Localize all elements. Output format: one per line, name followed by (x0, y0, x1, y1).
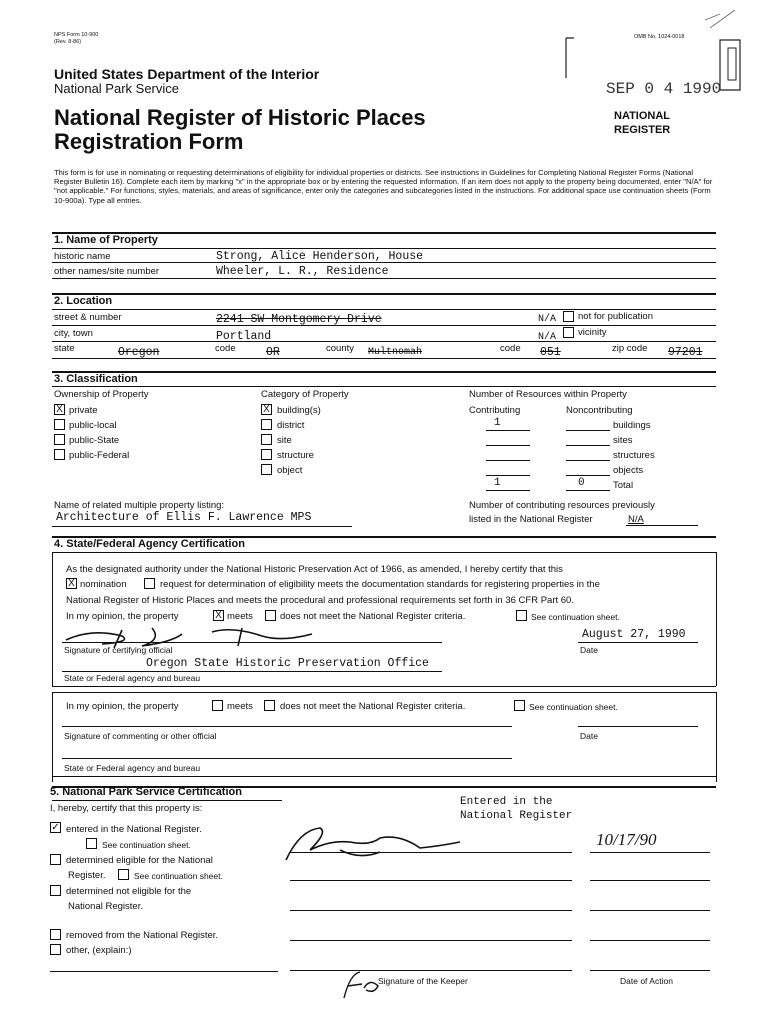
rule (290, 880, 572, 881)
rule (52, 800, 282, 801)
determined-not-eligible-checkbox[interactable] (50, 885, 61, 896)
vicinity-checkbox[interactable] (563, 327, 574, 338)
noncontributing-line (566, 445, 610, 446)
rule (290, 910, 572, 911)
county-value[interactable]: Multnomah (368, 347, 423, 358)
rule (52, 526, 352, 527)
ownership-checkbox-public-local[interactable] (54, 419, 65, 430)
rule (52, 386, 716, 387)
rule (290, 970, 572, 971)
eligible-continuation-label: See continuation sheet. (134, 871, 223, 881)
cert-text-2: request for determination of eligibility meets the documentation standards for registering properties in the (160, 579, 600, 590)
keeper-signature (280, 820, 480, 870)
noncontributing-line (566, 460, 610, 461)
received-stamp-frame (0, 0, 770, 120)
county-code-value[interactable]: 051 (540, 346, 561, 359)
other-label: other, (explain:) (66, 945, 132, 956)
service-name: National Park Service (54, 81, 179, 96)
category-label: object (277, 465, 303, 476)
rule (62, 726, 512, 727)
noncontributing-line (566, 490, 610, 491)
street-value[interactable]: 2241 SW Montgomery Drive (216, 313, 382, 326)
continuation-label: See continuation sheet. (531, 612, 620, 622)
rule (52, 262, 716, 263)
rule (578, 726, 698, 727)
stamp-national: NATIONAL (614, 110, 671, 122)
rule (52, 325, 716, 326)
category-checkbox-buildings[interactable]: X (261, 404, 272, 415)
meets2-label: meets (227, 701, 253, 712)
category-label: building(s) (277, 405, 321, 416)
rule (716, 692, 717, 782)
not-for-pub-na: N/A (538, 314, 557, 325)
noncontributing-line (566, 430, 610, 431)
cert-date-value[interactable]: August 27, 1990 (582, 628, 686, 641)
other-names-label: other names/site number (54, 266, 160, 277)
action-date-handwritten[interactable]: 10/17/90 (596, 830, 657, 849)
cert-agency-label: State or Federal agency and bureau (64, 673, 201, 683)
rule (590, 852, 710, 853)
form-revision: (Rev. 8-86) (54, 39, 82, 45)
zip-label: zip code (612, 343, 648, 354)
rule (62, 671, 442, 672)
omb-number: OMB No. 1024-0018 (634, 34, 685, 40)
page-title: National Register of Historic Places (54, 105, 426, 130)
rule (62, 642, 442, 643)
ownership-label: public-Federal (69, 450, 130, 461)
rule (590, 910, 710, 911)
rule (52, 552, 716, 553)
rule (578, 642, 698, 643)
keeper-signature-label: Signature of the Keeper (378, 976, 468, 986)
rule (590, 970, 710, 971)
cert-signature-label: Signature of certifying official (64, 645, 173, 655)
ownership-checkbox-private[interactable]: X (54, 404, 65, 415)
contributing-header: Contributing (469, 405, 521, 416)
noncontributing-header: Noncontributing (566, 405, 633, 416)
multiple-listing-value[interactable]: Architecture of Ellis F. Lawrence MPS (56, 511, 312, 524)
continuation2-checkbox[interactable] (514, 700, 525, 711)
commenting-date-label: Date (580, 731, 598, 741)
determined-not-eligible-label-1: determined not eligible for the (66, 886, 192, 897)
section-5-title: 5. National Park Service Certification (50, 786, 242, 798)
state-code-label: code (215, 343, 236, 354)
meets2-checkbox[interactable] (212, 700, 223, 711)
historic-name-value[interactable]: Strong, Alice Henderson, House (216, 250, 424, 263)
cert-text-1: As the designated authority under the National Historic Preservation Act of 1966, as amended, I hereby certify that this (66, 564, 563, 575)
rule (52, 358, 716, 359)
not-for-publication-checkbox[interactable] (563, 311, 574, 322)
rule (52, 776, 716, 777)
section-3-title: 3. Classification (54, 373, 138, 385)
eligible-continuation-checkbox[interactable] (118, 869, 129, 880)
section-divider (52, 371, 716, 373)
nomination-label: nomination (80, 579, 127, 590)
previously-listed-value[interactable]: N/A (628, 514, 644, 525)
does-not-meet2-label: does not meet the National Register criteria. (280, 701, 466, 712)
category-label: district (277, 420, 305, 431)
resource-type-label: structures (613, 450, 655, 461)
category-checkbox-district[interactable] (261, 419, 272, 430)
rule (290, 940, 572, 941)
county-label: county (326, 343, 354, 354)
entered-stamp-line-2: National Register (460, 810, 573, 822)
entered-label: entered in the National Register. (66, 824, 202, 835)
category-checkbox-object[interactable] (261, 464, 272, 475)
ownership-label: public-local (69, 420, 117, 431)
opinion-label: In my opinion, the property (66, 611, 179, 622)
resources-title: Number of Resources within Property (469, 389, 627, 400)
rule (290, 852, 572, 853)
state-code-value[interactable]: OR (266, 346, 280, 359)
contributing-line (486, 430, 530, 431)
opinion2-label: In my opinion, the property (66, 701, 179, 712)
noncontributing-count[interactable]: 0 (578, 477, 585, 489)
historic-name-label: historic name (54, 251, 111, 262)
city-value[interactable]: Portland (216, 330, 272, 343)
category-checkbox-site[interactable] (261, 434, 272, 445)
rule (716, 552, 717, 686)
entered-continuation-checkbox[interactable] (86, 838, 97, 849)
zip-value[interactable]: 97201 (668, 346, 703, 359)
does-not-meet-label: does not meet the National Register criteria. (280, 611, 466, 622)
resource-type-label: sites (613, 435, 633, 446)
instructions-text: This form is for use in nominating or requesting determinations of eligibility for individual properties or districts. See instructions in Guidelines for Completing National Register Forms (National Register Bulletin 16). Complete each item by marking "x" in the appropriate box or by entering the requested information. If an item does not apply to the property being documented, enter "N/A" for "not applicable." For functions, styles, materials, and areas of significance, enter only the categories and subcategories listed in the instructions. For additional space use continuation sheets (Form 10-900a). Type all entries. (54, 168, 713, 205)
meets-checkbox[interactable]: X (213, 610, 224, 621)
rule (590, 940, 710, 941)
ownership-title: Ownership of Property (54, 389, 149, 400)
determined-eligible-label-1: determined eligible for the National (66, 855, 213, 866)
request-determination-checkbox[interactable] (144, 578, 155, 589)
determined-eligible-checkbox[interactable] (50, 854, 61, 865)
multiple-listing-label: Name of related multiple property listing: (54, 500, 225, 511)
rule (626, 525, 698, 526)
continuation-checkbox[interactable] (516, 610, 527, 621)
rule (52, 692, 716, 693)
ownership-label: public-State (69, 435, 120, 446)
rule (52, 248, 716, 249)
contributing-line (486, 475, 530, 476)
ownership-checkbox-public-federal[interactable] (54, 449, 65, 460)
entered-continuation-label: See continuation sheet. (102, 840, 191, 850)
resource-type-label: buildings (613, 420, 651, 431)
page-subtitle: Registration Form (54, 129, 244, 154)
nomination-checkbox[interactable]: X (66, 578, 77, 589)
other-checkbox[interactable] (50, 944, 61, 955)
contributing-line (486, 460, 530, 461)
section-1-title: 1. Name of Property (54, 234, 158, 246)
rule (62, 758, 512, 759)
cert-date-label: Date (580, 645, 598, 655)
removed-label: removed from the National Register. (66, 930, 219, 941)
section-divider (52, 293, 716, 295)
not-for-publication-label: not for publication (578, 311, 653, 322)
street-label: street & number (54, 312, 122, 323)
category-title: Category of Property (261, 389, 349, 400)
previously-listed-label-1: Number of contributing resources previously (469, 500, 655, 511)
stamp-register: REGISTER (614, 124, 671, 136)
category-checkbox-structure[interactable] (261, 449, 272, 460)
rule (52, 341, 716, 342)
action-date-label: Date of Action (620, 976, 673, 986)
section-4-title: 4. State/Federal Agency Certification (54, 538, 245, 550)
form-number: NPS Form 10-900 (54, 32, 99, 38)
entered-checkbox[interactable]: ✓ (51, 822, 60, 833)
vicinity-na: N/A (538, 332, 557, 343)
contributing-count[interactable]: 1 (494, 417, 501, 429)
agency2-label: State or Federal agency and bureau (64, 763, 201, 773)
noncontributing-line (566, 475, 610, 476)
ownership-label: private (69, 405, 98, 416)
category-label: structure (277, 450, 314, 461)
removed-checkbox[interactable] (50, 929, 61, 940)
rule (52, 686, 716, 687)
keeper-initials-mark (340, 968, 400, 1008)
contributing-line (486, 445, 530, 446)
category-label: site (277, 435, 292, 446)
meets-label: meets (227, 611, 253, 622)
rule (52, 309, 716, 310)
certify-label: I, hereby, certify that this property is: (50, 803, 203, 814)
rule (52, 278, 716, 279)
other-names-value[interactable]: Wheeler, L. R., Residence (216, 265, 389, 278)
rule (590, 880, 710, 881)
does-not-meet2-checkbox[interactable] (264, 700, 275, 711)
determined-eligible-label-2: Register. (68, 870, 106, 881)
state-label: state (54, 343, 75, 354)
previously-listed-label-2: listed in the National Register (469, 514, 593, 525)
rule (50, 971, 278, 972)
section-2-title: 2. Location (54, 295, 113, 307)
rule (52, 692, 53, 782)
resource-type-label: objects (613, 465, 644, 476)
contributing-count[interactable]: 1 (494, 477, 501, 489)
rule (52, 552, 53, 686)
received-date-stamp: SEP 0 4 1990 (606, 80, 722, 98)
cert-agency-value[interactable]: Oregon State Historic Preservation Office (146, 657, 429, 670)
commenting-signature-label: Signature of commenting or other official (64, 731, 217, 741)
determined-not-eligible-label-2: National Register. (68, 901, 143, 912)
city-label: city, town (54, 328, 93, 339)
vicinity-label: vicinity (578, 327, 607, 338)
ownership-checkbox-public-state[interactable] (54, 434, 65, 445)
resource-type-label: Total (613, 480, 634, 491)
department-name: United States Department of the Interior (54, 66, 320, 82)
continuation2-label: See continuation sheet. (529, 702, 618, 712)
contributing-line (486, 490, 530, 491)
entered-stamp-line-1: Entered in the (460, 796, 553, 808)
county-code-label: code (500, 343, 521, 354)
cert-text-3: National Register of Historic Places and meets the procedural and professional requirements set forth in 36 CFR Part 60. (66, 595, 574, 606)
state-value[interactable]: Oregon (118, 346, 160, 359)
